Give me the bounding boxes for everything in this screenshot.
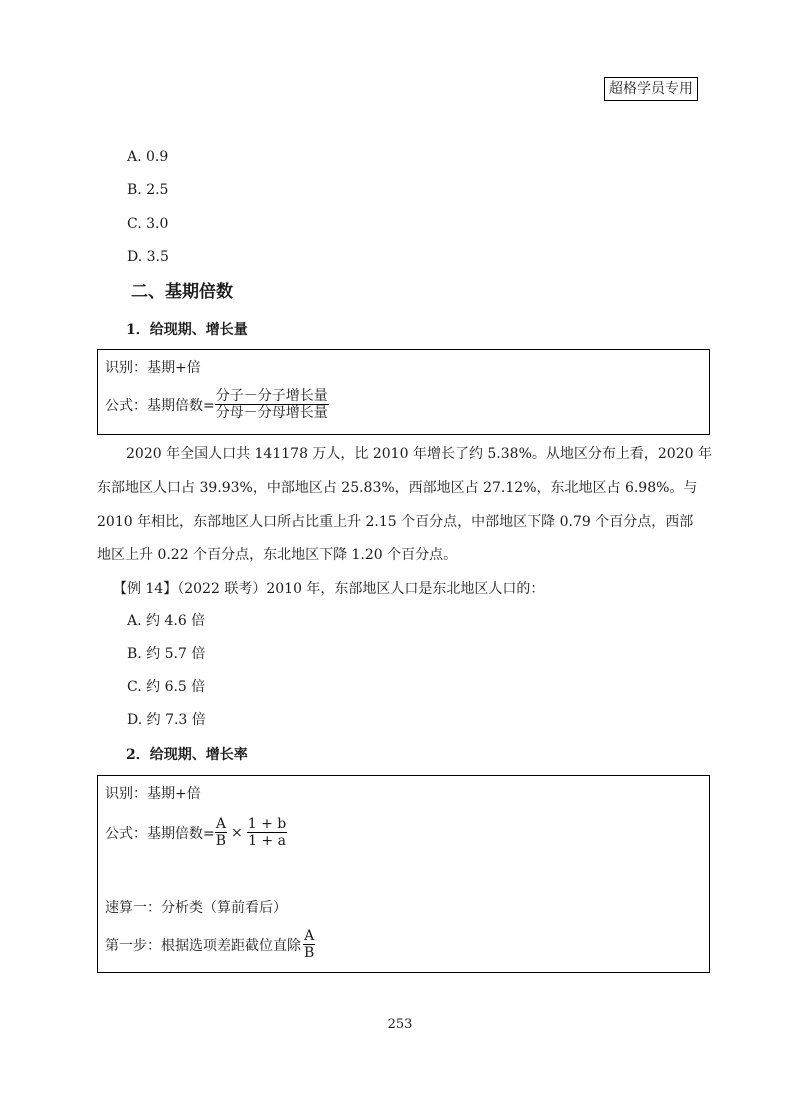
passage-line-4: 地区上升 0.22 个百分点，东北地区下降 1.20 个百分点。: [97, 547, 458, 563]
fraction-a-over-b: [215, 816, 227, 849]
step-one-fraction: [303, 928, 315, 961]
prev-option-d: D. 3.5: [127, 249, 169, 265]
student-only-tag: 超格学员专用: [604, 77, 698, 101]
passage-line-2: 东部地区人口占 39.93%，中部地区占 25.83%，西部地区占 27.12%，东北地区占 6.98%。与: [97, 480, 698, 496]
passage-line-1: 2020 年全国人口共 141178 万人，比 2010 年增长了约 5.38%。从地区分布上看，2020 年: [126, 446, 712, 462]
step-one-numerator: A: [304, 928, 315, 944]
quick-calc-title: 速算一：分析类（算前看后）: [105, 900, 287, 916]
formula-fraction-1: [215, 388, 329, 421]
page-number: 253: [387, 1017, 413, 1032]
subsection-2-title: 2．给现期、增长率: [126, 747, 248, 763]
formula-row-2: [105, 816, 287, 849]
example-question: 【例 14】（2022 联考）2010 年，东部地区人口是东北地区人口的：: [113, 581, 545, 597]
formula-box-2: [97, 775, 710, 973]
formula-box-1: [97, 349, 710, 435]
step-one-denominator: B: [304, 945, 315, 962]
fraction-b: B: [215, 833, 227, 850]
fraction-growth: [247, 816, 288, 849]
subsection-1-title: 1．给现期、增长量: [126, 322, 248, 338]
formula-denominator-1: 分母－分母增长量: [215, 405, 328, 422]
identify-text-2: 识别：基期+倍: [105, 786, 201, 802]
identify-text-1: 识别：基期+倍: [105, 360, 201, 376]
fraction-1-plus-b: 1 + b: [247, 816, 287, 832]
prev-option-b: B. 2.5: [127, 182, 169, 198]
step-one-row: [105, 928, 315, 961]
step-one-text: 第一步：根据选项差距截位直除: [105, 937, 301, 954]
times-sign: ×: [231, 824, 243, 841]
prev-option-a: A. 0.9: [127, 149, 169, 165]
formula-numerator-1: 分子－分子增长量: [215, 388, 328, 404]
question-option-b: B. 约 5.7 倍: [127, 646, 206, 662]
fraction-a: A: [215, 816, 226, 832]
passage-line-3: 2010 年相比，东部地区人口所占比重上升 2.15 个百分点，中部地区下降 0.79 个百分点，西部: [97, 514, 694, 530]
prev-option-c: C. 3.0: [127, 216, 169, 232]
question-option-a: A. 约 4.6 倍: [127, 613, 206, 629]
question-option-c: C. 约 6.5 倍: [127, 679, 206, 695]
fraction-1-plus-a: 1 + a: [248, 833, 286, 850]
formula-label-2: 公式：基期倍数=: [105, 825, 215, 842]
question-option-d: D. 约 7.3 倍: [127, 712, 206, 728]
section-heading: 二、基期倍数: [131, 282, 233, 302]
formula-label-1: 公式：基期倍数=: [105, 397, 215, 414]
formula-row-1: [105, 388, 329, 421]
